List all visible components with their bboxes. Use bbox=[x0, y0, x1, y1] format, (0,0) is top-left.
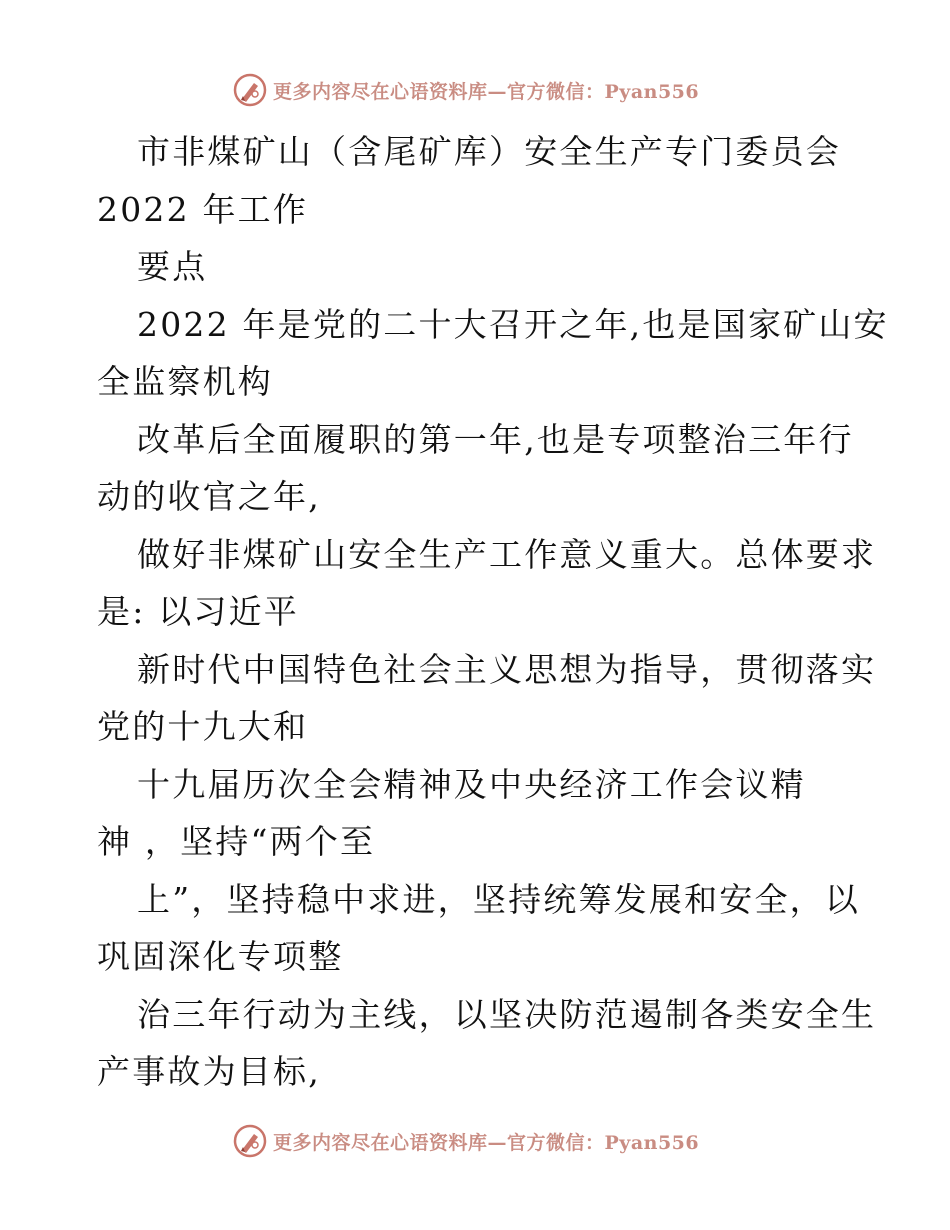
text-line: 全监察机构 bbox=[97, 362, 273, 401]
text-line: 2022 年是党的二十大召开之年,也是国家矿山安 bbox=[137, 304, 889, 344]
text-line: 十九届历次全会精神及中央经济工作会议精 bbox=[137, 764, 806, 804]
text-line: 党的十九大和 bbox=[97, 707, 309, 746]
pen-logo-icon bbox=[233, 1124, 267, 1158]
text-line: 做好非煤矿山安全生产工作意义重大。总体要求 bbox=[137, 534, 877, 574]
text-line: 2022 年工作 bbox=[97, 189, 309, 229]
text-line: 神 ，坚持“两个至 bbox=[97, 822, 376, 861]
text-line: 产事故为目标, bbox=[97, 1052, 321, 1091]
text-line: 市非煤矿山（含尾矿库）安全生产专门委员会 bbox=[137, 132, 841, 171]
text-line: 治三年行动为主线，以坚决防范遏制各类安全生 bbox=[137, 994, 877, 1034]
watermark-footer bbox=[233, 1121, 713, 1161]
text-line: 动的收官之年, bbox=[97, 477, 321, 516]
text-line: 新时代中国特色社会主义思想为指导，贯彻落实 bbox=[137, 649, 877, 689]
watermark-text: 更多内容尽在心语资料库—官方微信：Pyan556 bbox=[273, 1131, 700, 1154]
pen-logo-icon bbox=[233, 73, 267, 107]
text-line: 上”，坚持稳中求进，坚持统筹发展和安全，以 bbox=[137, 879, 861, 919]
watermark-text: 更多内容尽在心语资料库—官方微信：Pyan556 bbox=[273, 80, 700, 103]
document-body bbox=[97, 123, 889, 1101]
text-line: 是: 以习近平 bbox=[97, 592, 300, 631]
text-line: 巩固深化专项整 bbox=[97, 937, 344, 976]
watermark-header bbox=[233, 70, 713, 110]
text-line: 改革后全面履职的第一年,也是专项整治三年行 bbox=[137, 419, 854, 459]
text-line: 要点 bbox=[137, 247, 208, 286]
